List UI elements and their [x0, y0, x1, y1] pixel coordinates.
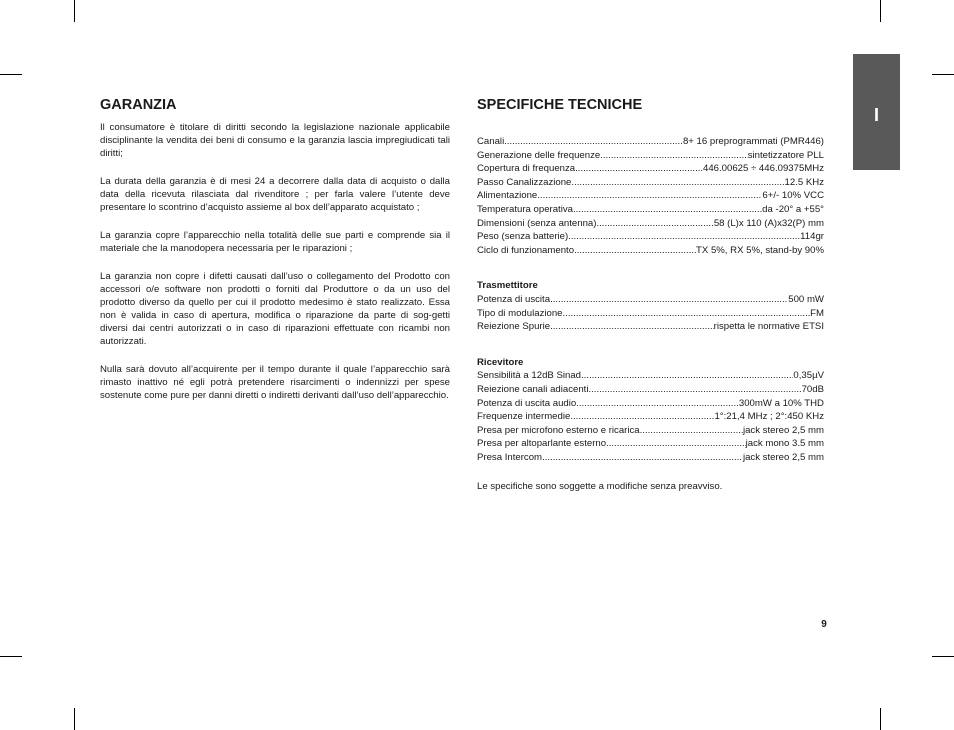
- spec-row: [477, 230, 824, 244]
- spec-value: jack stereo 2,5 mm: [742, 424, 824, 436]
- spec-label: Presa per altoparlante esterno: [477, 438, 607, 450]
- spec-leader-dots: [600, 149, 748, 163]
- spec-leader-dots: [571, 176, 784, 190]
- spec-row: [477, 369, 824, 383]
- spec-value: 12.5 KHz: [784, 176, 824, 188]
- spec-value: FM: [810, 307, 824, 319]
- spec-leader-dots: [573, 203, 762, 217]
- spec-label: Generazione delle frequenze: [477, 149, 601, 161]
- spec-value: 70dB: [801, 383, 824, 395]
- crop-mark-bottom-right-h: [932, 656, 954, 657]
- spec-row: [477, 162, 824, 176]
- spec-leader-dots: [550, 320, 714, 334]
- spec-leader-dots: [581, 369, 793, 383]
- spec-value: 0,35µV: [793, 370, 824, 382]
- spec-label: Temperatura operativa: [477, 203, 573, 215]
- transmitter-list: [477, 293, 824, 334]
- spec-leader-dots: [570, 410, 714, 424]
- spec-leader-dots: [568, 230, 800, 244]
- spec-row: [477, 189, 824, 203]
- warranty-section: [100, 96, 450, 417]
- spec-value: rispetta le normative ETSI: [713, 321, 824, 333]
- crop-mark-bottom-left-h: [0, 656, 22, 657]
- spec-label: Reiezione canali adiacenti: [477, 383, 589, 395]
- receiver-list: [477, 369, 824, 464]
- crop-mark-top-left-h: [0, 74, 22, 75]
- specs-section: [477, 96, 824, 503]
- spec-label: Tipo di modulazione: [477, 307, 563, 319]
- language-tab-letter: I: [873, 105, 879, 125]
- spec-leader-dots: [563, 307, 811, 321]
- spec-label: Alimentazione: [477, 190, 538, 202]
- spec-label: Sensibilità a 12dB Sinad: [477, 370, 582, 382]
- warranty-paragraph: Nulla sarà dovuto all’acquirente per il tempo durante il quale l’apparecchio sarà rimasto inattivo né egli potrà pretendere risarcimenti o indennizzi per spese sostenute come pure per danni diretti o indiretti derivanti dall’uso dell’apparecchio.: [100, 364, 450, 401]
- spec-row: [477, 410, 824, 424]
- crop-mark-top-right-h: [932, 74, 954, 75]
- spec-row: [477, 244, 824, 258]
- spec-leader-dots: [640, 424, 743, 438]
- specs-general-list: [477, 135, 824, 257]
- spec-row: [477, 397, 824, 411]
- spec-value: 446.00625 ÷ 446.09375MHz: [702, 163, 824, 175]
- spec-value: jack stereo 2,5 mm: [742, 451, 824, 463]
- page-number: 9: [821, 619, 827, 630]
- spec-value: da -20° a +55°: [762, 203, 824, 215]
- crop-mark-bottom-right-v: [880, 708, 881, 730]
- spec-label: Frequenze intermedie: [477, 411, 571, 423]
- spec-label: Passo Canalizzazione: [477, 176, 572, 188]
- spec-leader-dots: [542, 451, 743, 465]
- spec-label: Potenza di uscita: [477, 293, 551, 305]
- spec-leader-dots: [606, 437, 746, 451]
- spec-leader-dots: [575, 162, 703, 176]
- spec-row: [477, 135, 824, 149]
- crop-mark-top-left-v: [74, 0, 75, 22]
- spec-row: [477, 437, 824, 451]
- warranty-paragraph: Il consumatore è titolare di diritti secondo la legislazione nazionale applicabile disciplinante la vendita dei beni di consumo e la garanzia lascia impregiudicati tali diritti;: [100, 122, 450, 159]
- crop-mark-bottom-left-v: [74, 708, 75, 730]
- spec-row: [477, 176, 824, 190]
- spec-row: [477, 217, 824, 231]
- transmitter-title: Trasmettitore: [477, 280, 538, 292]
- spec-value: 1°:21,4 MHz ; 2°:450 KHz: [714, 411, 824, 423]
- spec-leader-dots: [576, 397, 739, 411]
- spec-label: Presa per microfono esterno e ricarica: [477, 424, 640, 436]
- warranty-paragraph: La garanzia non copre i difetti causati dall’uso o collegamento del Prodotto con accessori o/e software non prodotti o forniti dal Produttore o da un uso del prodotto diverso da quello per cui il prodotto medesimo è stato realizzato. Essa non è valida in caso di apertura, modifica o riparazione da parte di sog-getti diversi dai centri autorizzati o in caso di riparazioni effettuate con ricambi non autorizzati.: [100, 271, 450, 347]
- spec-value: 300mW a 10% THD: [738, 397, 824, 409]
- spec-value: 8+ 16 preprogrammati (PMR446): [682, 136, 824, 147]
- spec-value: 58 (L)x 110 (A)x32(P) mm: [713, 217, 824, 229]
- spec-label: Presa Intercom: [477, 451, 543, 463]
- spec-value: 500 mW: [788, 293, 824, 305]
- receiver-group: [477, 356, 824, 465]
- spec-row: [477, 383, 824, 397]
- spec-value: 114gr: [800, 231, 824, 243]
- language-tab: [853, 54, 900, 170]
- warranty-paragraph: La garanzia copre l’apparecchio nella totalità delle sue parti e comprende sia il materiale che la manodopera necessaria per le riparazioni ;: [100, 230, 450, 254]
- spec-value: jack mono 3.5 mm: [745, 438, 824, 450]
- spec-label: Dimensioni (senza antenna): [477, 217, 597, 229]
- specs-note: Le specifiche sono soggette a modifiche senza preavviso.: [477, 481, 723, 493]
- spec-row: [477, 293, 824, 307]
- spec-value: sintetizzatore PLL: [747, 149, 824, 161]
- spec-label: Reiezione Spurie: [477, 321, 551, 333]
- spec-value: TX 5%, RX 5%, stand-by 90%: [696, 244, 824, 256]
- warranty-title: GARANZIA: [100, 97, 177, 113]
- spec-row: [477, 320, 824, 334]
- spec-leader-dots: [596, 217, 713, 231]
- spec-label: Copertura di frequenza: [477, 163, 576, 175]
- warranty-paragraph: La durata della garanzia è di mesi 24 a decorrere dalla data di acquisto o dalla data della ricevuta rilasciata dal rivenditore ; per farla valere l’utente deve presentare lo scontrino d’acquisto assieme al box dell’apparato acquistato ;: [100, 176, 450, 213]
- spec-leader-dots: [574, 244, 696, 258]
- spec-label: Canali: [477, 136, 505, 147]
- spec-value: 6+/- 10% VCC: [762, 190, 824, 202]
- spec-label: Peso (senza batterie): [477, 231, 569, 243]
- spec-label: Potenza di uscita audio: [477, 397, 577, 409]
- spec-leader-dots: [504, 135, 683, 149]
- spec-row: [477, 149, 824, 163]
- spec-row: [477, 451, 824, 465]
- transmitter-group: [477, 279, 824, 333]
- spec-row: [477, 307, 824, 321]
- spec-label: Ciclo di funzionamento: [477, 244, 575, 256]
- spec-leader-dots: [537, 189, 762, 203]
- spec-leader-dots: [588, 383, 801, 397]
- specs-title: SPECIFICHE TECNICHE: [477, 97, 643, 113]
- spec-leader-dots: [550, 293, 788, 307]
- receiver-title: Ricevitore: [477, 356, 524, 368]
- spec-row: [477, 203, 824, 217]
- spec-row: [477, 424, 824, 438]
- crop-mark-top-right-v: [880, 0, 881, 22]
